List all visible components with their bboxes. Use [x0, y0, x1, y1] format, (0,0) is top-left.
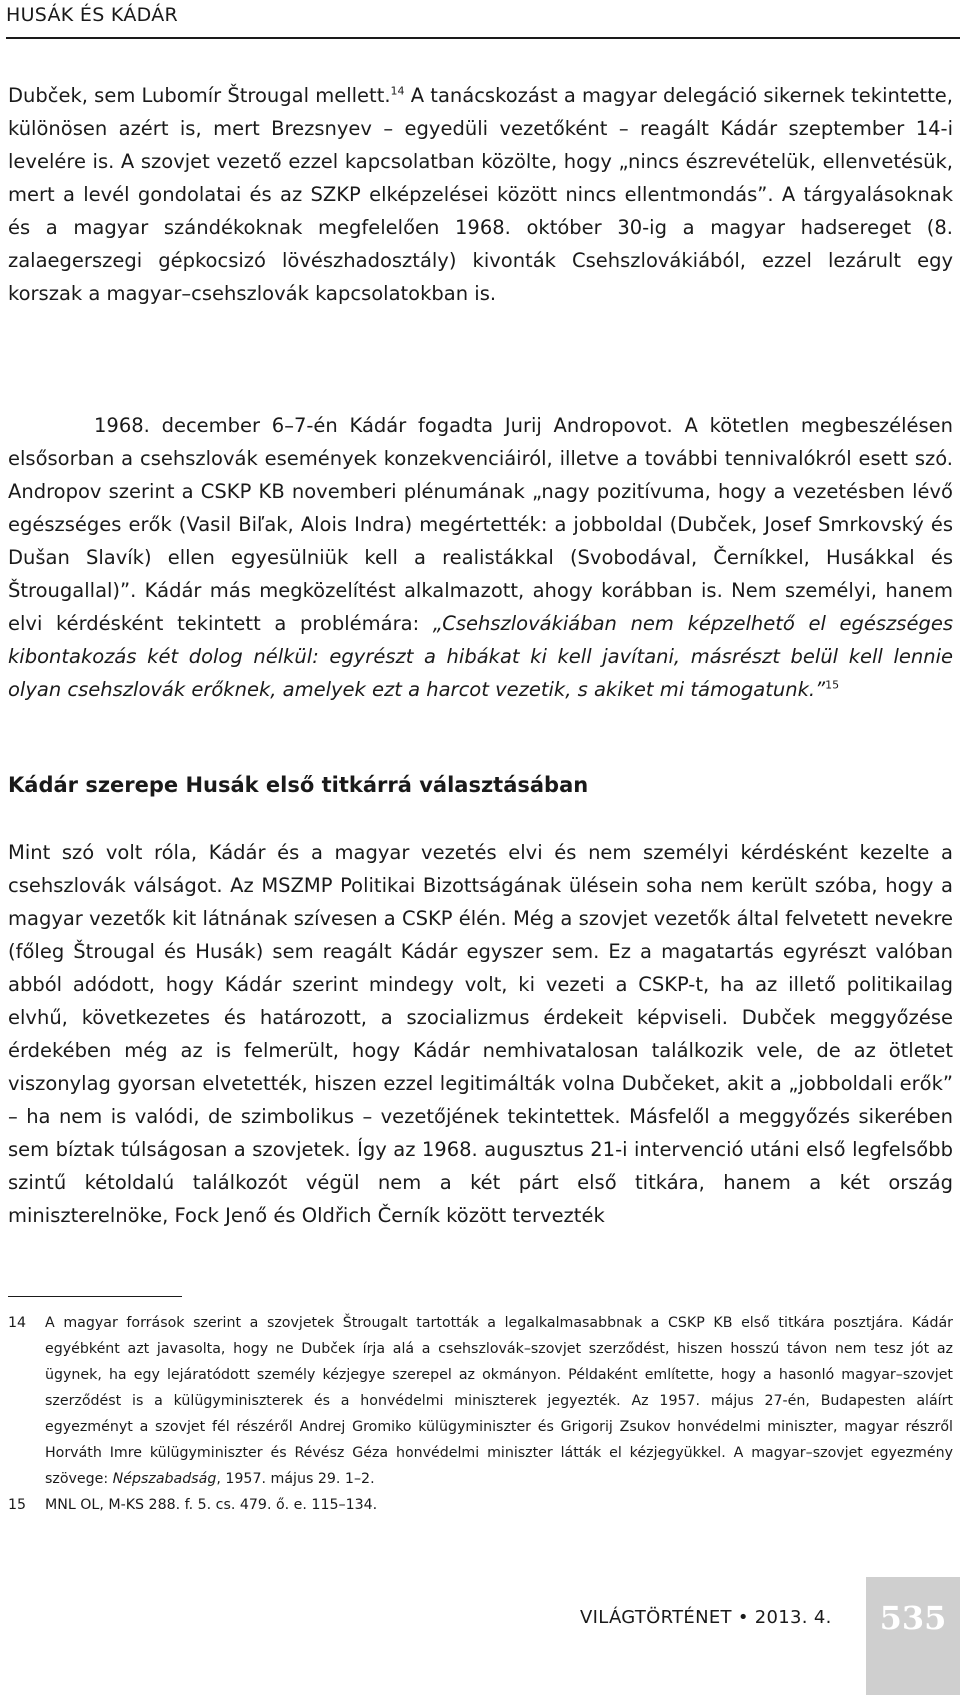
- paragraph-text: Dubček, sem Lubomír Štrougal mellett.: [8, 84, 391, 107]
- paragraph-text: 1968. december 6–7-én Kádár fogadta Jurij Andropovot. A kötetlen megbeszélésen elsősorban a csehszlovák események konzekvenciáiról, illetve a további tennivalókról esett szó. Andropov szerint a CSKP KB novemberi plénumának „nagy pozitívuma, hogy a vezetésben lévő egészséges erők (Vasil Biľak, Alois Indra) megértették: a jobboldal (Dubček, Josef Smrkovský és Dušan Slavík) ellen egyesülniük kell a realistákkal (Svobodával, Černíkkel, Husákkal és Štrougallal)”. Kádár más megközelítést alkalmazott, ahogy korábban is. Nem személyi, hanem elvi kérdésként tekintett a problémára:: [8, 414, 953, 635]
- footnotes: [8, 1310, 953, 1518]
- footnote-number: 14: [8, 1315, 27, 1331]
- footnote-rule: [8, 1296, 182, 1297]
- footnote-text-part: A magyar források szerint a szovjetek Štrougalt tartották a legalkalmasabbnak a CSKP KB első titkára posztjára. Kádár egyébként azt javasolta, hogy ne Dubček írja alá a csehszlovák–szovjet szerződést, hiszen hosszú távon nem tesz jót az ügynek, ha egy lejáratódott személy kézjegye szerepel az okmányon. Példaként említette, hogy a hasonló magyar–szovjet szerződést is a külügyminiszterek és a honvédelmi miniszterek jegyezték. Az 1957. május 27-én, Budapesten aláírt egyezményt a szovjet fél részéről Andrej Gromiko külügyminiszter és Grigorij Zsukov honvédelmi miniszter, magyar részről Horváth Imre külügyminiszter és Révész Géza honvédelmi miniszter látták el kézjegyükkel. A magyar–szovjet egyezmény szövege:: [45, 1315, 953, 1487]
- paragraph-2: [8, 409, 953, 706]
- footnote-15: [8, 1492, 953, 1518]
- journal-name: VILÁGTÖRTÉNET • 2013. 4.: [580, 1607, 832, 1628]
- section-heading: Kádár szerepe Husák első titkárrá választásában: [8, 773, 589, 797]
- quotation-italic: „Csehszlovákiában nem képzelhető el egészséges kibontakozás két dolog nélkül: egyrészt a hibákat ki kell javítani, másrészt belül kell lennie olyan csehszlovák erőknek, amelyek ezt a harcot vezetik, s akiket mi támogatunk.”: [8, 612, 953, 701]
- footnote-text-part: , 1957. május 29. 1–2.: [216, 1471, 375, 1487]
- footnote-14: [8, 1310, 953, 1492]
- footnote-ref-15[interactable]: 15: [825, 678, 840, 692]
- paragraph-text: Mint szó volt róla, Kádár és a magyar vezetés elvi és nem személyi kérdésként kezelte a csehszlovák válságot. Az MSZMP Politikai Bizottságának ülésein soha nem került szóba, hogy a magyar vezetők kit látnának szívesen a CSKP élén. Még a szovjet vezetők által felvetett nevekre (főleg Štrougal és Husák) sem reagált Kádár egyszer sem. Ez a magatartás egyrészt valóban abból adódott, hogy Kádár szerint mindegy volt, ki vezeti a CSKP-t, ha az illető politikailag elvhű, következetes és határozott, a szocializmus érdekeit képviseli. Dubček meggyőzése érdekében még az is felmerült, hogy Kádár nemhivatalosan találkozik vele, de az ötletet viszonylag gyorsan elvetették, hiszen ezzel legitimálták volna Dubčeket, akit a „jobboldali erők” – ha nem is valódi, de szimbolikus – vezetőjének tekintettek. Másfelől a meggyőzés sikerében sem bíztak túlságosan a szovjetek. Így az 1968. augusztus 21-i intervenció utáni első legfelsőbb szintű kétoldalú találkozót végül nem a két párt első titkára, hanem a két ország miniszterelnöke, Fock Jenő és Oldřich Černík között tervezték: [8, 841, 953, 1227]
- footnote-italic: Népszabadság: [112, 1471, 217, 1487]
- footnote-text: [45, 1492, 953, 1518]
- footnote-text: [45, 1310, 953, 1492]
- footnote-text-part: MNL OL, M-KS 288. f. 5. cs. 479. ő. e. 115–134.: [45, 1497, 378, 1513]
- paragraph-text: A tanácskozást a magyar delegáció sikernek tekintette, különösen azért is, mert Brezsnyev – egyedüli vezetőként – reagált Kádár szeptember 14-i levelére is. A szovjet vezető ezzel kapcsolatban közölte, hogy „nincs észrevételük, ellenvetésük, mert a levél gondolatai és az SZKP elképzelései között nincs ellentmondás”. A tárgyalásoknak és a magyar szándékoknak megfelelően 1968. október 30-ig a magyar hadsereget (8. zalaegerszegi gépkocsizó lövészhadosztály) kivonták Csehszlovákiából, ezzel lezárult egy korszak a magyar–csehszlovák kapcsolatokban is.: [8, 84, 953, 305]
- footnote-number: 15: [8, 1497, 27, 1513]
- page-number: 535: [879, 1599, 947, 1637]
- header-rule: [6, 37, 960, 39]
- page-number-box: [866, 1577, 960, 1695]
- paragraph-1: [8, 79, 953, 310]
- running-head: HUSÁK ÉS KÁDÁR: [6, 4, 179, 26]
- paragraph-3: [8, 836, 953, 1232]
- footnote-ref-14[interactable]: 14: [390, 84, 405, 98]
